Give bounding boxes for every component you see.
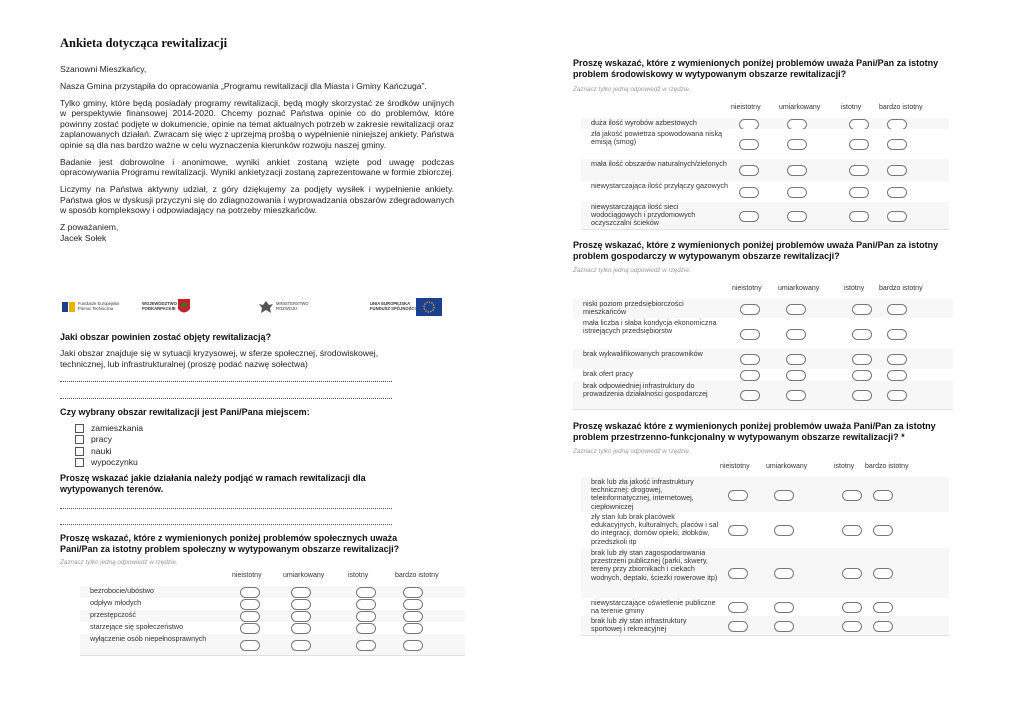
radio-button[interactable] [728,621,748,632]
radio-button[interactable] [739,211,759,222]
radio-button[interactable] [291,623,311,634]
q4-note: Zaznacz tylko jedną odpowiedź w rzędzie. [60,559,178,566]
grid-row [581,548,949,599]
radio-button[interactable] [873,525,893,536]
grid-row [581,129,949,160]
checkbox[interactable] [75,424,84,433]
row-label: brak ofert pracy [583,369,633,378]
q7-grid [581,463,949,635]
radio-button[interactable] [356,640,376,651]
radio-button[interactable] [740,304,760,315]
row-label: niski poziom przedsiębiorczości mieszkańców [583,299,684,317]
intro-paragraph-2: Tylko gminy, które będą posiadały programy rewitalizacji, będą mogły skorzystać ze środków unijnych w perspektywie finansowej 2014-2020. Chcemy poznać Państwa opinie co do problemów, które powinny zostać podjęte w dokumencie, opinie na temat aktualnych potrzeb w zakresie rewitalizacji oraz zaplanowanych działań. Zwracam się więc z uprzejmą prośbą o wypełnienie niniejszej ankiety. Państwa opinie są dla nas bardzo ważne w celu wyznaczenia kierunków rozwoju naszej gminy. [60,97,454,150]
q7-heading: Proszę wskazać które z wymienionych poniżej problemów uważa Pani/Pan za istotny problem przestrzenno-funkcjonalny w wytypowanym obszarze rewitalizacji? * [573,421,936,442]
ministry-logo [258,296,309,318]
q7-note: Zaznacz tylko jedną odpowiedź w rzędzie. [573,448,691,455]
radio-button[interactable] [240,640,260,651]
row-label: niewystarczająca ilość sieci wodociągowych i przydomowych oczyszczalni ścieków [591,202,696,228]
row-label: starzejące się społeczeństwo [90,622,184,631]
radio-button[interactable] [786,390,806,401]
podkarpackie-logo [140,296,191,318]
option-zamieszkania[interactable]: zamieszkania [75,423,143,433]
radio-button[interactable] [849,165,869,176]
q2-heading: Czy wybrany obszar rewitalizacji jest Pani/Pana miejscem: [60,407,310,417]
radio-button[interactable] [887,187,907,198]
radio-button[interactable] [852,329,872,340]
radio-button[interactable] [852,390,872,401]
radio-button[interactable] [842,490,862,501]
row-label: wyłączenie osób niepełnosprawnych [90,634,207,643]
grid-row [581,616,949,636]
radio-button[interactable] [842,568,862,579]
grid-row [581,598,949,617]
row-label: duża ilość wyrobów azbestowych [591,118,697,127]
logo4-text: UNIA EUROPEJSKA [370,301,411,307]
radio-button[interactable] [728,525,748,536]
q5-grid [581,104,949,230]
radio-button[interactable] [887,354,907,365]
q1-heading: Jaki obszar powinien zostać objęty rewitalizacją? [60,332,272,342]
q1-text: Jaki obszar znajduje się w sytuacji kryzysowej, w sferze społecznej, środowiskowej, technicznej, lub infrastrukturalnej (proszę podać nazwę sołectwa) [60,348,379,369]
radio-button[interactable] [739,139,759,150]
column-header: istotny [834,463,855,470]
greeting: Szanowni Mieszkańcy, [60,64,147,74]
intro-paragraph-4: Liczymy na Państwa aktywny udział, z góry dziękujemy za podjęty wysiłek i wypełnienie ankiety. Państwa głos w dyskusji przyczyni się do zdiagnozowania i wyprowadzania obszarów zdegradowanych w sposób kompleksowy i odpowiadający na potrzeby mieszkańców. [60,184,454,216]
radio-button[interactable] [740,329,760,340]
q3-answer-line-1[interactable] [60,508,392,509]
q6-note: Zaznacz tylko jedną odpowiedź w rzędzie. [573,267,691,274]
survey-title: Ankieta dotycząca rewitalizacji [60,36,228,50]
column-header: istotny [841,104,862,111]
row-label: brak odpowiedniej infrastruktury do prowadzenia działalności gospodarczej [583,381,708,399]
radio-button[interactable] [740,354,760,365]
q5-heading: Proszę wskazać, które z wymienionych poniżej problemów uważa Pani/Pan za istotny problem środowiskowy w wytypowanym obszarze rewitalizacji? [573,58,939,79]
row-label: mała liczba i słaba kondycja ekonomiczna istniejących przedsiębiorstw [583,318,717,336]
q5-note: Zaznacz tylko jedną odpowiedź w rzędzie. [573,86,691,93]
column-header: umiarkowany [766,463,808,470]
radio-button[interactable] [774,602,794,613]
logo3-text: MINISTERSTWO [276,301,309,307]
row-label: mała ilość obszarów naturalnych/zielonych [591,159,727,168]
radio-button[interactable] [774,621,794,632]
radio-button[interactable] [786,370,806,381]
radio-button[interactable] [403,640,423,651]
grid-row [573,318,953,350]
radio-button[interactable] [728,602,748,613]
radio-button[interactable] [786,354,806,365]
radio-button[interactable] [774,490,794,501]
radio-button[interactable] [356,587,376,598]
eagle-icon [258,299,274,315]
option-pracy[interactable]: pracy [75,434,112,444]
grid-row [581,512,949,549]
q1-answer-line-1[interactable] [60,381,392,382]
q3-heading: Proszę wskazać jakie działania należy podjąć w ramach rewitalizacji dla wytypowanych terenów. [60,473,366,494]
intro-paragraph-3: Badanie jest dobrowolne i anonimowe, wyniki ankiet zostaną wzięte pod uwagę podczas opracowywania Programu rewitalizacji. Wyniki ankietyzacji zostaną zaprezentowane w formie zbiorczej. [60,156,454,178]
column-header: bardzo istotny [865,463,909,470]
grid-row [573,349,953,370]
eu-funds-icon [62,300,76,314]
coat-of-arms-icon [177,298,191,316]
logo1-text: Fundusze Europejskie [78,301,120,307]
eu-flag-icon [416,298,442,316]
row-label: zły stan lub brak placówek edukacyjnych, kulturalnych, placów i sal do integracji, domów opieki, żłobków, przedszkoli itp [591,512,719,546]
radio-button[interactable] [852,304,872,315]
radio-button[interactable] [786,304,806,315]
radio-button[interactable] [887,370,907,381]
radio-button[interactable] [774,568,794,579]
row-label: niewystarczające oświetlenie publiczne na terenie gminy [591,598,716,616]
radio-button[interactable] [873,490,893,501]
eu-funds-logo [62,296,119,318]
column-header: bardzo istotny [395,572,439,579]
option-wypoczynku[interactable]: wypoczynku [75,457,138,467]
radio-button[interactable] [240,611,260,622]
column-header: nieistotny [732,285,762,292]
checkbox[interactable] [75,435,84,444]
radio-button[interactable] [291,640,311,651]
radio-button[interactable] [887,329,907,340]
column-header: umiarkowany [283,572,325,579]
column-header: bardzo istotny [879,104,923,111]
column-header: bardzo istotny [879,285,923,292]
signature: Jacek Sołek [60,232,107,243]
radio-button[interactable] [403,599,423,610]
row-label: bezrobocie/ubóstwo [90,586,154,595]
grid-row [80,634,465,656]
radio-button[interactable] [887,304,907,315]
radio-button[interactable] [291,611,311,622]
checkbox[interactable] [75,458,84,467]
radio-button[interactable] [356,611,376,622]
logo3-subtext: ROZWOJU [276,306,298,311]
radio-button[interactable] [240,599,260,610]
logo4-subtext: FUNDUSZ SPÓJNOŚCI [370,306,416,311]
grid-row [581,202,949,230]
grid-row [581,477,949,513]
radio-button[interactable] [356,623,376,634]
column-header: nieistotny [232,572,262,579]
logo-strip [60,296,450,318]
column-header: umiarkowany [778,285,820,292]
row-label: zła jakość powietrza spowodowana niską emisją (smog) [591,129,723,147]
radio-button[interactable] [887,211,907,222]
q4-heading: Proszę wskazać, które z wymienionych poniżej problemów społecznych uważa Pani/Pan za istotny problem społeczny w wytypowanym obszarze rewitalizacji? [60,533,400,554]
radio-button[interactable] [356,599,376,610]
radio-button[interactable] [240,623,260,634]
row-label: brak lub zła jakość infrastruktury technicznej: drogowej, teleinformatycznej, internetowej, ciepłowniczej [591,477,694,511]
radio-button[interactable] [849,139,869,150]
grid-row [581,181,949,203]
q6-grid [573,285,953,411]
radio-button[interactable] [728,490,748,501]
grid-row [573,299,953,319]
radio-button[interactable] [842,621,862,632]
option-nauki[interactable]: nauki [75,446,112,456]
radio-button[interactable] [739,187,759,198]
eu-logo [368,296,442,318]
radio-button[interactable] [842,602,862,613]
radio-button[interactable] [852,354,872,365]
radio-button[interactable] [849,187,869,198]
closing: Z poważaniem, [60,222,119,233]
radio-button[interactable] [887,165,907,176]
radio-button[interactable] [728,568,748,579]
radio-button[interactable] [291,587,311,598]
radio-button[interactable] [852,370,872,381]
radio-button[interactable] [787,139,807,150]
logo1-subtext: Pomoc Techniczna [78,306,114,311]
q3-answer-line-2[interactable] [60,524,392,525]
radio-button[interactable] [240,587,260,598]
radio-button[interactable] [403,611,423,622]
row-label: brak wykwalifikowanych pracowników [583,349,703,358]
radio-button[interactable] [740,390,760,401]
radio-button[interactable] [787,187,807,198]
intro-letter [60,64,454,243]
radio-button[interactable] [403,623,423,634]
radio-button[interactable] [842,525,862,536]
column-header: nieistotny [720,463,750,470]
checkbox[interactable] [75,447,84,456]
radio-button[interactable] [873,602,893,613]
logo2-subtext: PODKARPACKIE [142,306,176,311]
grid-row [573,381,953,410]
column-header: istotny [348,572,369,579]
logo2-text: WOJEWÓDZTWO [142,301,177,307]
grid-row [581,159,949,182]
radio-button[interactable] [787,211,807,222]
radio-button[interactable] [786,329,806,340]
row-label: odpływ młodych [90,598,142,607]
row-label: brak lub zły stan infrastruktury sportowej i rekreacyjnej [591,616,687,634]
radio-button[interactable] [873,568,893,579]
row-label: brak lub zły stan zagospodarowania przestrzeni publicznej (parki, skwery, tereny przy zbiornikach i ciekach wodnych, deptaki, ścieżki rowerowe itp) [591,548,718,582]
row-label: niewystarczająca ilość przyłączy gazowych [591,181,729,190]
radio-button[interactable] [887,139,907,150]
radio-button[interactable] [739,165,759,176]
radio-button[interactable] [291,599,311,610]
radio-button[interactable] [849,211,869,222]
radio-button[interactable] [403,587,423,598]
radio-button[interactable] [787,165,807,176]
intro-paragraph-1: Nasza Gmina przystąpiła do opracowania „Programu rewitalizacji dla Miasta i Gminy Kańczuga”. [60,80,427,91]
column-header: nieistotny [731,104,761,111]
column-header: istotny [844,285,865,292]
q6-heading: Proszę wskazać, które z wymienionych poniżej problemów uważa Pani/Pan za istotny problem gospodarczy w wytypowanym obszarze rewitalizacji? [573,240,939,261]
radio-button[interactable] [774,525,794,536]
radio-button[interactable] [873,621,893,632]
q4-grid [80,572,465,660]
column-header: umiarkowany [779,104,821,111]
radio-button[interactable] [740,370,760,381]
q1-answer-line-2[interactable] [60,398,392,399]
row-label: przestępczość [90,610,136,619]
radio-button[interactable] [887,390,907,401]
